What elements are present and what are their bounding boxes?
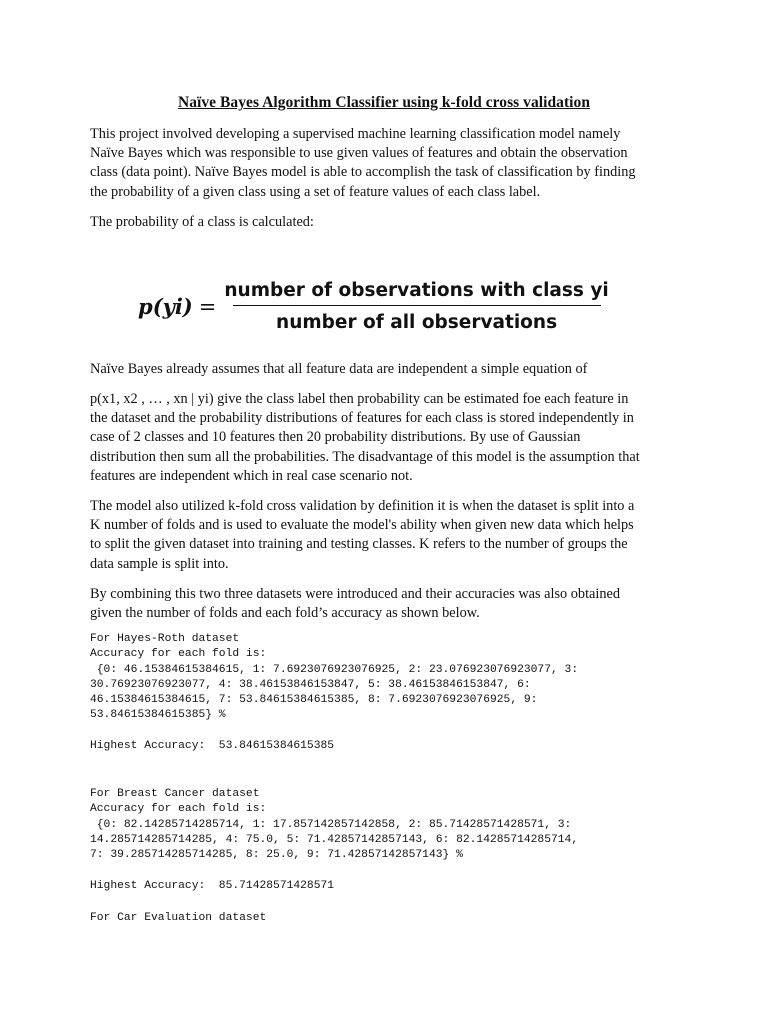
dataset-header: For Breast Cancer dataset [90,788,260,800]
intro-paragraph [90,125,680,202]
formula-equals: = [198,294,217,319]
paragraph-line: K number of folds and is used to evaluate the model's ability when given new data which helps [90,517,634,534]
fold-line: 46.15384615384615, 7: 53.84615384615385, 8: 7.6923076923076925, 9: [90,694,538,707]
probability-intro: The probability of a class is calculated: [90,214,314,230]
probability-formula [138,280,611,333]
paragraph-line: the dataset and the probability distributions of features for each class is stored independently in [90,410,634,427]
document-title: Naïve Bayes Algorithm Classifier using k-fold cross validation [177,94,590,111]
paragraph-probability [90,390,680,486]
breast-cancer-output [90,787,690,894]
fold-line: 7: 39.285714285714285, 8: 25.0, 9: 71.42857142857143} % [90,849,463,862]
accuracy-subheader: Accuracy for each fold is: [90,648,267,661]
dataset-header: For Car Evaluation dataset [90,912,267,924]
highest-accuracy: Highest Accuracy: 53.84615384615385 [90,740,335,753]
formula-lhs: p(yi) [138,294,193,319]
paragraph-line: distribution then sum all the probabilities. The disadvantage of this model is the assumption that [90,448,640,465]
intro-line: This project involved developing a supervised machine learning classification model namely [90,126,621,142]
paragraph-line: p(x1, x2 , … , xn | yi) give the class label then probability can be estimated foe each feature in [90,391,629,407]
paragraph-line: The model also utilized k-fold cross validation by definition it is when the dataset is split into a [90,498,635,514]
fold-line: {0: 82.14285714285714, 1: 17.857142857142858, 2: 85.71428571428571, 3: [90,818,572,831]
car-evaluation-output [90,911,690,926]
fold-line: 53.84615384615385} % [90,709,226,722]
paragraph-line: features are independent which in real case scenario not. [90,467,413,484]
fold-line: {0: 46.15384615384615, 1: 7.6923076923076925, 2: 23.076923076923077, 3: [90,663,579,676]
accuracy-subheader: Accuracy for each fold is: [90,803,267,816]
paragraph-line: data sample is split into. [90,555,229,572]
formula-denominator: number of all observations [276,312,558,333]
paragraph-kfold [90,497,680,574]
paragraph-datasets [90,585,680,623]
highest-accuracy: Highest Accuracy: 85.71428571428571 [90,879,335,892]
intro-line: Naïve Bayes which was responsible to use given values of features and obtain the observation [90,145,628,162]
fold-line: 30.76923076923077, 4: 38.46153846153847, 5: 38.46153846153847, 6: [90,678,531,691]
intro-line: the probability of a given class using a set of feature values of each class label. [90,183,541,200]
paragraph-line: By combining this two three datasets were introduced and their accuracies was also obtained [90,586,621,602]
formula-fraction [222,280,610,333]
intro-line: class (data point). Naïve Bayes model is able to accomplish the task of classification by finding [90,164,636,181]
dataset-header: For Hayes-Roth dataset [90,633,240,645]
paragraph-line: given the number of folds and each fold’s accuracy as shown below. [90,605,480,622]
paragraph-line: to split the given dataset into training and testing classes. K refers to the number of groups the [90,536,628,553]
assumption-line: Naïve Bayes already assumes that all feature data are independent a simple equation of [90,361,588,377]
fold-line: 14.285714285714285, 4: 75.0, 5: 71.42857142857143, 6: 82.14285714285714, [90,833,579,846]
hayes-roth-output [90,632,690,754]
paragraph-line: case of 2 classes and 10 features then 20 probability distributions. By use of Gaussian [90,429,581,446]
formula-numerator: number of observations with class yi [224,280,609,301]
